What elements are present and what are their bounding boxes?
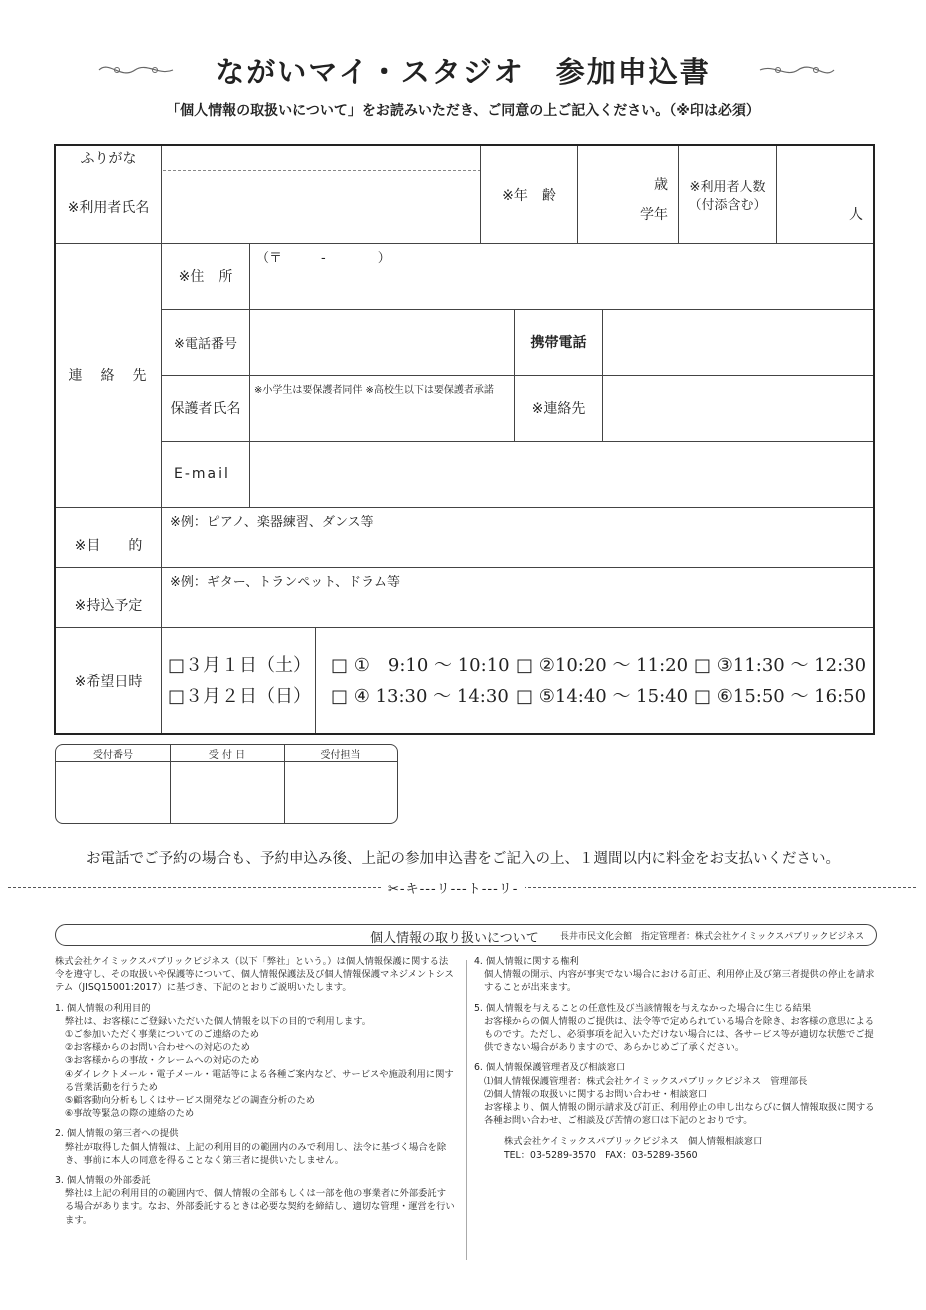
- slot-checkbox-4[interactable]: □ ④ 13:30 ～ 14:30: [331, 686, 509, 707]
- column-divider: [466, 960, 467, 1260]
- guardian-contact-label: ※連絡先: [531, 401, 586, 417]
- items-field[interactable]: [162, 568, 873, 627]
- age-label: ※年 齢: [502, 187, 556, 204]
- privacy-text: ④ダイレクトメール・電子メール・電話等による各種ご案内など、サービスや施設利用に関する営業活動を行うため: [65, 1068, 454, 1093]
- privacy-text: ②お客様からのお問い合わせへの対応のため: [65, 1042, 250, 1054]
- guardian-field[interactable]: [250, 375, 514, 441]
- privacy-text: お客様からの個人情報のご提供は、法令等で定められている場合を除き、お客様の意思によるものです。ただし、必須事項を記入いただけない場合には、各サービス等が適切な状態でご提供できない場合がありますので、あらかじめご了承ください。: [484, 1015, 875, 1054]
- flourish-left-icon: [97, 62, 175, 78]
- email-field[interactable]: [250, 441, 873, 507]
- items-label: ※持込予定: [74, 597, 143, 614]
- contact-label: 連 絡 先: [68, 368, 149, 384]
- receipt-staff-label: 受付担当: [320, 749, 361, 761]
- privacy-text: 個人情報の開示、内容が事実でない場合における訂正、利用停止及び第三者提供の停止を請求することが出来ます。: [484, 969, 875, 994]
- privacy-heading-1: 1. 個人情報の利用目的: [55, 1002, 151, 1014]
- address-field[interactable]: [250, 243, 873, 309]
- mobile-label: 携帯電話: [530, 335, 587, 351]
- num-users-note: （付添含む）: [688, 197, 767, 213]
- num-users-field[interactable]: [777, 146, 873, 243]
- desired-label: ※希望日時: [74, 673, 143, 690]
- subtitle: 「個人情報の取扱いについて」をお読みいただき、ご同意の上ご記入ください。（※印は必須）: [166, 103, 760, 119]
- privacy-heading-5: 5. 個人情報を与えることの任意性及び当該情報を与えなかった場合に生じる結果: [474, 1002, 812, 1014]
- guardian-label: 保護者氏名: [170, 401, 241, 417]
- purpose-label: ※目 的: [74, 537, 143, 554]
- furigana-label: ふりがな: [80, 151, 137, 167]
- user-name-field[interactable]: [162, 172, 480, 242]
- persons-unit: 人: [849, 207, 863, 223]
- slot-checkbox-6[interactable]: □ ⑥15:50 ～ 16:50: [694, 686, 867, 707]
- mobile-field[interactable]: [603, 309, 873, 375]
- address-label: ※住 所: [178, 269, 233, 285]
- privacy-subtitle: 長井市民文化会館 指定管理者：株式会社ケイミックスパブリックビジネス: [560, 932, 865, 942]
- privacy-text: ⑴個人情報保護管理者：株式会社ケイミックスパブリックビジネス 管理部長: [484, 1075, 808, 1087]
- slot-checkbox-2[interactable]: □ ②10:20 ～ 11:20: [516, 655, 689, 676]
- privacy-text: ⑤顧客動向分析もしくはサービス開発などの調査分析のため: [65, 1095, 316, 1107]
- privacy-heading-3: 3. 個人情報の外部委託: [55, 1175, 151, 1187]
- flourish-right-icon: [758, 62, 836, 78]
- privacy-text: 弊社は、お客様にご登録いただいた個人情報を以下の目的で利用します。: [65, 1015, 372, 1027]
- date-checkbox-mar2[interactable]: □３月２日（日）: [168, 686, 312, 707]
- privacy-text: ①ご参加いただく事業についてのご連絡のため: [65, 1029, 260, 1041]
- page-title: ながいマイ・スタジオ 参加申込書: [215, 55, 711, 89]
- slot-checkbox-3[interactable]: □ ③11:30 ～ 12:30: [694, 655, 867, 676]
- phone-field[interactable]: [250, 309, 514, 375]
- age-field[interactable]: [578, 146, 678, 243]
- cut-label: ✂-キ---リ---ト---リ-: [382, 878, 525, 897]
- privacy-intro: 株式会社ケイミックスパブリックビジネス（以下「弊社」という。）は個人情報保護に関する法令を遵守し、その取扱いや保護等について、個人情報保護法及び個人情報保護マネジメントシステム（JISQ15001:2017）に基づき、下記のとおりご説明いたします。: [55, 956, 454, 994]
- application-form: [54, 144, 875, 735]
- grade-unit: 学年: [640, 207, 668, 223]
- receipt-number-label: 受付番号: [93, 749, 133, 761]
- postal-code: （〒 - ）: [256, 251, 391, 266]
- privacy-contact-phone: TEL：03-5289-3570 FAX：03-5289-3560: [504, 1149, 698, 1161]
- privacy-heading-6: 6. 個人情報保護管理者及び相談窓口: [474, 1062, 626, 1074]
- slot-checkbox-5[interactable]: □ ⑤14:40 ～ 15:40: [516, 686, 689, 707]
- phone-label: ※電話番号: [174, 336, 237, 352]
- receipt-date-label: 受 付 日: [208, 749, 246, 761]
- privacy-text: ⑥事故等緊急の際の連絡のため: [65, 1108, 195, 1120]
- privacy-heading-2: 2. 個人情報の第三者への提供: [55, 1128, 179, 1140]
- privacy-left-column: [55, 955, 455, 1227]
- privacy-text: ⑵個人情報の取扱いに関するお問い合わせ・相談窓口: [484, 1088, 708, 1100]
- num-users-label: ※利用者人数: [689, 179, 766, 195]
- privacy-text: 弊社は上記の利用目的の範囲内で、個人情報の全部もしくは一部を他の事業者に外部委託する場合があります。なお、外部委託するときは必要な契約を締結し、適切な管理・運営を行います。: [65, 1188, 455, 1226]
- slot-checkbox-1[interactable]: □ ① 9:10 ～ 10:10: [331, 655, 510, 676]
- guardian-note: ※小学生は要保護者同伴 ※高校生以下は要保護者承諾: [254, 385, 494, 396]
- payment-note: お電話でご予約の場合も、予約申込み後、上記の参加申込書をご記入の上、１週間以内に料金をお支払いください。: [86, 851, 840, 867]
- privacy-text: お客様より、個人情報の開示請求及び訂正、利用停止の申し出ならびに個人情報取扱に関する各種お問い合わせ、ご相談及び苦情の窓口は下記のとおりです。: [484, 1102, 875, 1127]
- privacy-text: 弊社が取得した個人情報は、上記の利用目的の範囲内のみで利用し、法令に基づく場合を除き、事前に本人の同意を得ることなく第三者に提供いたしません。: [65, 1141, 447, 1166]
- purpose-example: ※例：ピアノ、楽器練習、ダンス等: [170, 515, 374, 530]
- furigana-field[interactable]: [162, 147, 480, 169]
- receipt-box: [55, 744, 398, 824]
- privacy-text: ③お客様からの事故・クレームへの対応のため: [65, 1055, 260, 1067]
- user-name-label: ※利用者氏名: [67, 200, 150, 216]
- privacy-heading-4: 4. 個人情報に関する権利: [474, 956, 579, 967]
- date-checkbox-mar1[interactable]: □３月１日（土）: [168, 655, 312, 676]
- purpose-field[interactable]: [162, 508, 873, 567]
- privacy-title: 個人情報の取り扱いについて: [370, 931, 539, 946]
- privacy-right-column: [474, 955, 878, 1162]
- email-label: E-mail: [174, 466, 230, 482]
- items-example: ※例：ギター、トランペット、ドラム等: [170, 575, 400, 590]
- guardian-contact-field[interactable]: [603, 375, 873, 441]
- age-unit: 歳: [654, 177, 668, 193]
- privacy-contact-name: 株式会社ケイミックスパブリックビジネス 個人情報相談窓口: [504, 1136, 763, 1148]
